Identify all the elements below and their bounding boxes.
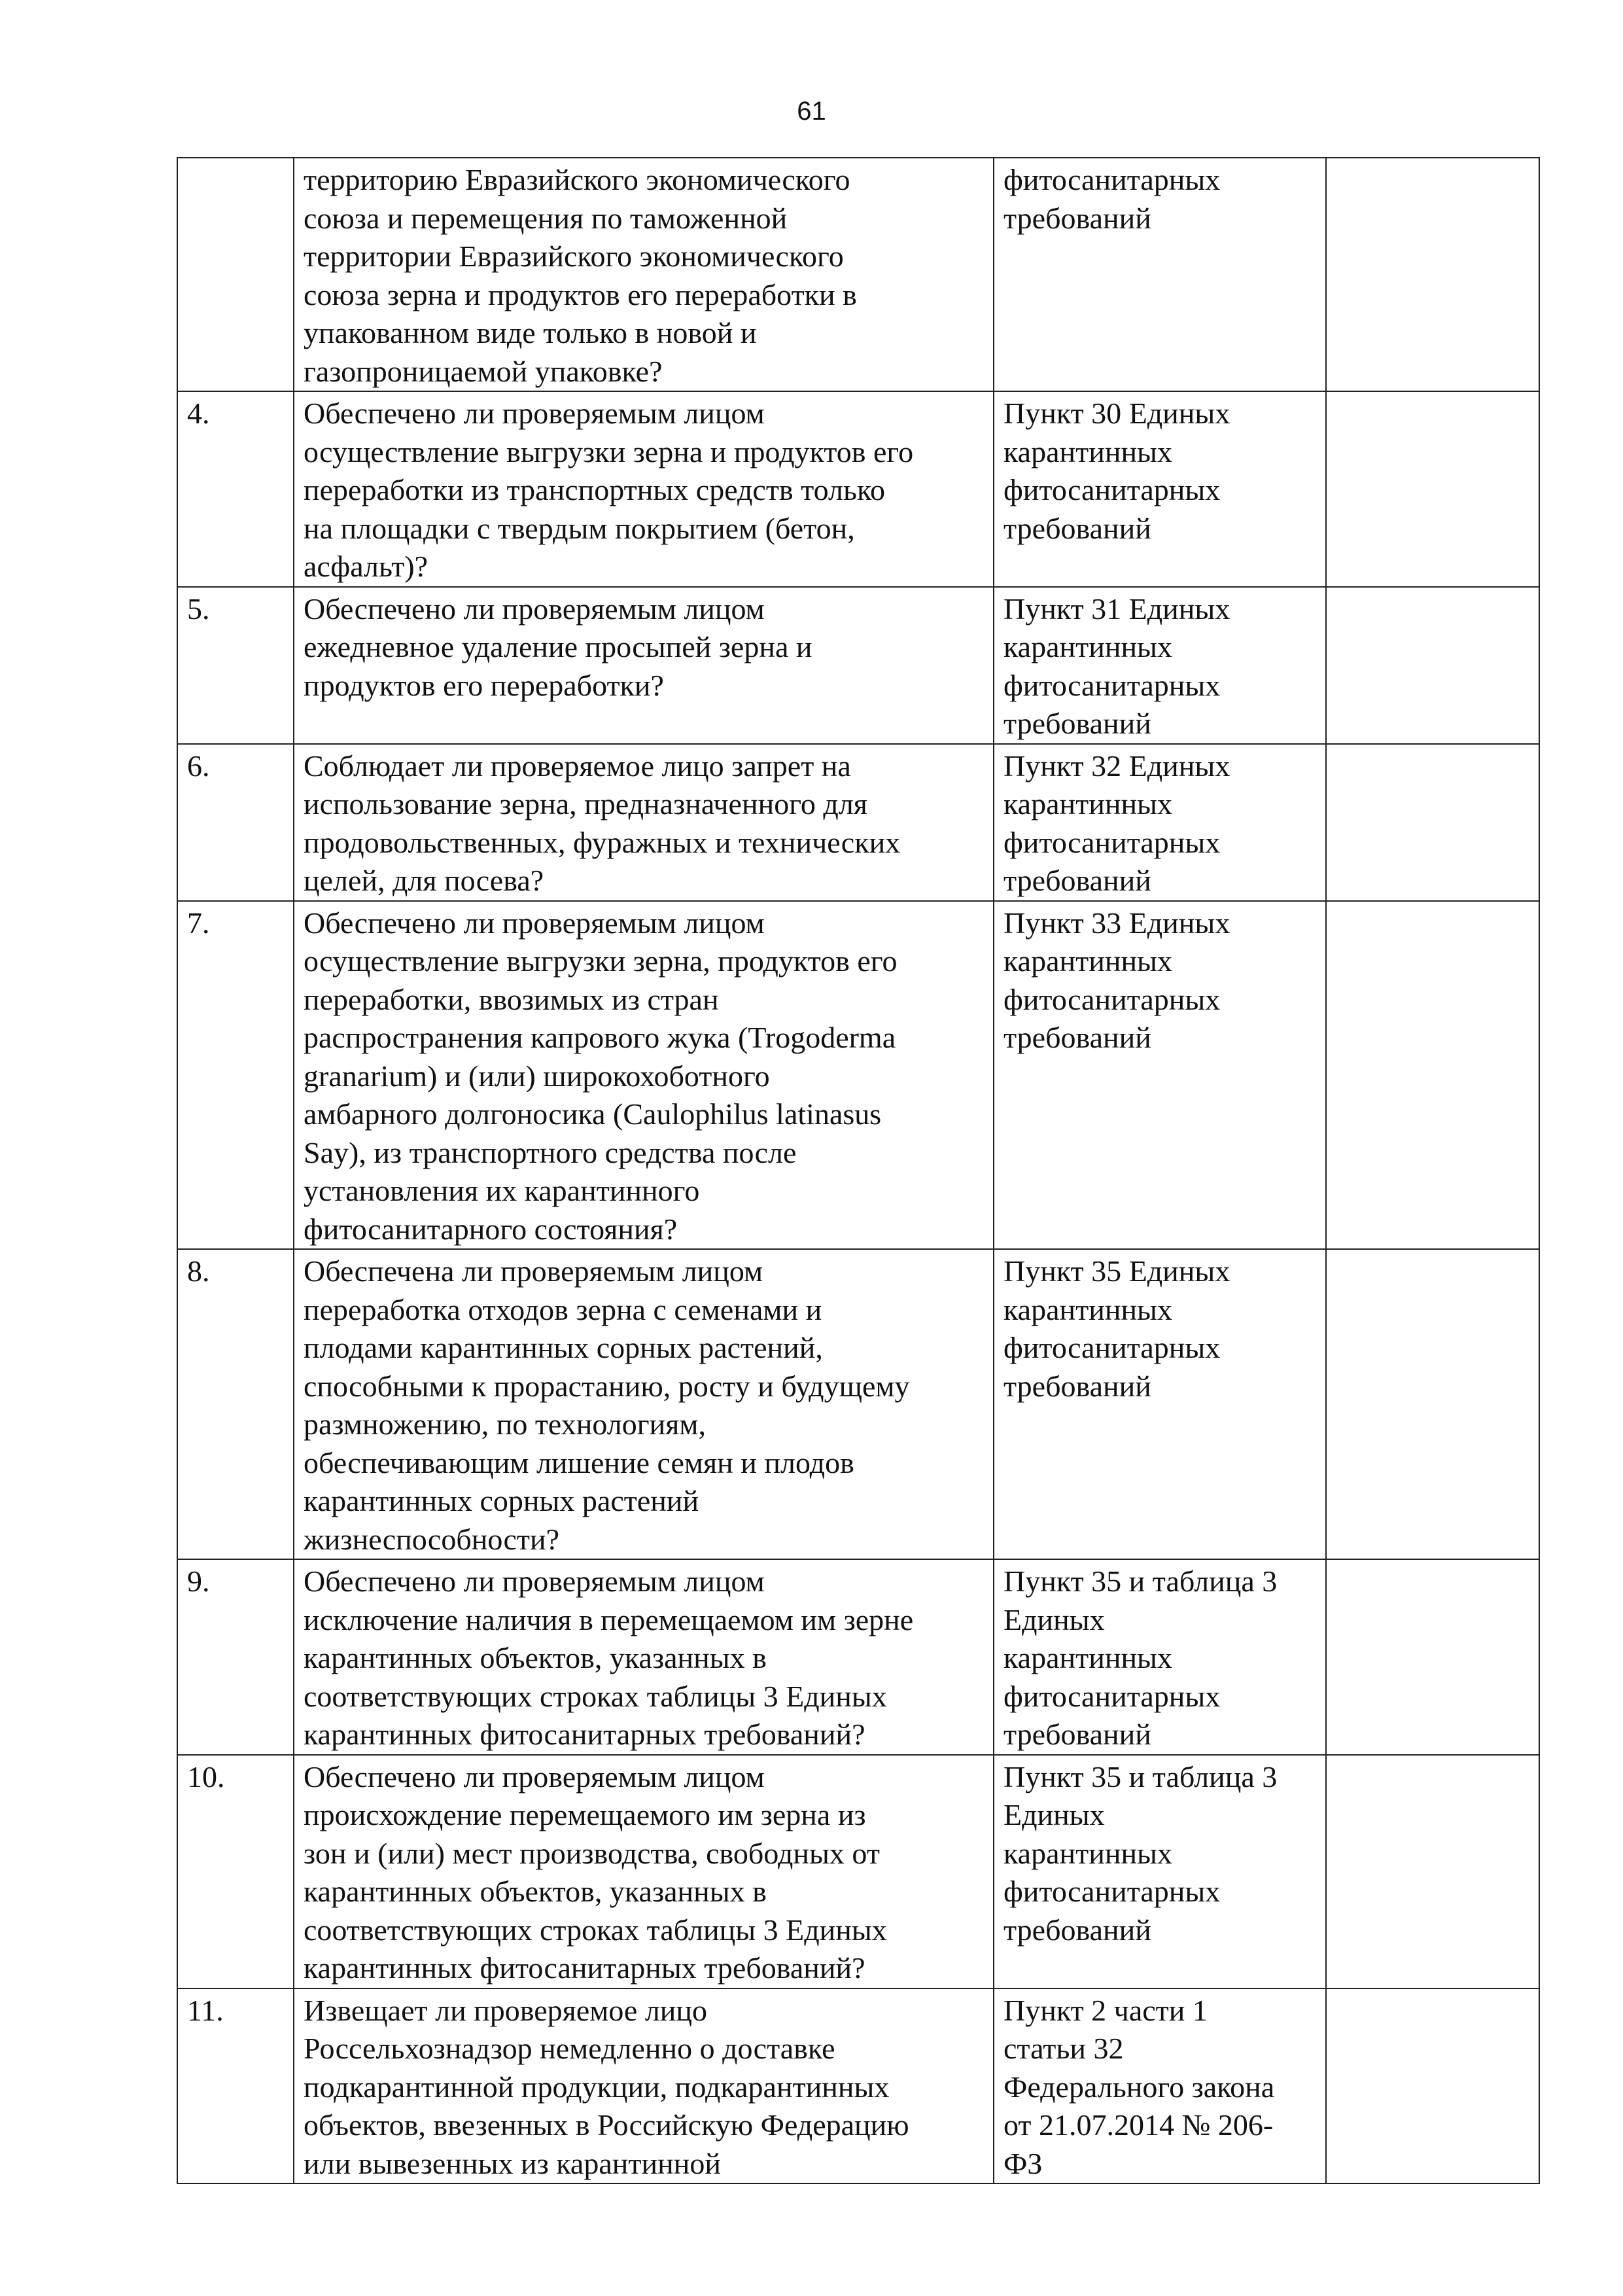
question-line: карантинных сорных растений <box>304 1484 699 1517</box>
reference-line: Пункт 31 Единых <box>1003 592 1230 626</box>
reference-line: карантинных <box>1003 1292 1172 1326</box>
question-line: granarium) и (или) широкохоботного <box>304 1059 770 1093</box>
reference-line: Пункт 33 Единых <box>1003 906 1230 940</box>
question-line: плодами карантинных сорных растений, <box>304 1331 823 1364</box>
row-number: 10. <box>177 1755 294 1988</box>
reference-line: ФЗ <box>1003 2146 1043 2180</box>
answer-cell <box>1326 1249 1539 1559</box>
question-line: территории Евразийского экономического <box>304 239 844 273</box>
reference-line: карантинных <box>1003 1641 1172 1674</box>
answer-cell <box>1326 391 1539 587</box>
question-line: Обеспечено ли проверяемым лицом <box>304 1564 765 1598</box>
row-number: 6. <box>177 744 294 901</box>
question-line: осуществление выгрузки зерна, продуктов его <box>304 944 898 978</box>
question-line: размножению, по технологиям, <box>304 1407 706 1441</box>
answer-cell <box>1326 744 1539 901</box>
question-line: амбарного долгоносика (Caulophilus latinasus <box>304 1097 882 1131</box>
question-line: соответствующих строках таблицы 3 Единых <box>304 1913 887 1947</box>
question-line: продуктов его переработки? <box>304 668 664 702</box>
question-line: фитосанитарного состояния? <box>304 1212 678 1246</box>
table-row <box>177 1988 1539 2184</box>
question-line: Обеспечено ли проверяемым лицом <box>304 397 765 430</box>
question-line: осуществление выгрузки зерна и продуктов его <box>304 434 914 468</box>
question-line: Обеспечено ли проверяемым лицом <box>304 906 765 940</box>
table-row <box>177 587 1539 744</box>
reference-cell <box>994 158 1326 391</box>
question-line: переработки из транспортных средств только <box>304 473 885 506</box>
answer-cell <box>1326 587 1539 744</box>
reference-line: Единых <box>1003 1602 1105 1636</box>
question-line: или вывезенных из карантинной <box>304 2146 721 2180</box>
question-cell <box>294 744 994 901</box>
row-number: 5. <box>177 587 294 744</box>
reference-line: фитосанитарных <box>1003 825 1221 859</box>
row-number: 8. <box>177 1249 294 1559</box>
question-line: обеспечивающим лишение семян и плодов <box>304 1445 854 1479</box>
table-row <box>177 1559 1539 1755</box>
reference-line: карантинных <box>1003 944 1172 978</box>
question-line: союза и перемещения по таможенной <box>304 201 788 235</box>
question-line: распространения капрового жука (Trogoderma <box>304 1021 896 1054</box>
question-line: союза зерна и продуктов его переработки в <box>304 277 857 311</box>
reference-line: фитосанитарных <box>1003 163 1221 196</box>
question-line: карантинных фитосанитарных требований? <box>304 1951 865 1985</box>
reference-cell <box>994 587 1326 744</box>
checklist-table <box>177 157 1540 2184</box>
reference-cell <box>994 1988 1326 2184</box>
question-line: Обеспечено ли проверяемым лицом <box>304 1759 765 1793</box>
reference-line: Пункт 2 части 1 <box>1003 1993 1208 2027</box>
question-cell <box>294 1988 994 2184</box>
reference-cell <box>994 1249 1326 1559</box>
reference-cell <box>994 1559 1326 1755</box>
reference-line: карантинных <box>1003 434 1172 468</box>
question-line: карантинных объектов, указанных в <box>304 1875 767 1908</box>
answer-cell <box>1326 1559 1539 1755</box>
question-line: карантинных фитосанитарных требований? <box>304 1718 865 1751</box>
question-line: Обеспечено ли проверяемым лицом <box>304 592 765 626</box>
question-line: территорию Евразийского экономического <box>304 163 850 196</box>
question-line: ежедневное удаление просыпей зерна и <box>304 630 812 663</box>
reference-line: Пункт 30 Единых <box>1003 397 1230 430</box>
row-number: 7. <box>177 901 294 1250</box>
question-line: Извещает ли проверяемое лицо <box>304 1993 708 2027</box>
question-line: Соблюдает ли проверяемое лицо запрет на <box>304 749 851 783</box>
reference-line: фитосанитарных <box>1003 982 1221 1016</box>
table-row <box>177 744 1539 901</box>
question-line: Обеспечена ли проверяемым лицом <box>304 1254 763 1288</box>
reference-line: карантинных <box>1003 1836 1172 1870</box>
reference-line: требований <box>1003 1021 1151 1054</box>
question-line: объектов, ввезенных в Российскую Федерацию <box>304 2108 909 2142</box>
question-cell <box>294 587 994 744</box>
question-line: зон и (или) мест производства, свободных от <box>304 1836 880 1870</box>
reference-line: требований <box>1003 707 1151 740</box>
reference-line: Пункт 35 и таблица 3 <box>1003 1564 1278 1598</box>
question-line: подкарантинной продукции, подкарантинных <box>304 2070 890 2104</box>
reference-line: Пункт 35 и таблица 3 <box>1003 1759 1278 1793</box>
row-number: 4. <box>177 391 294 587</box>
reference-line: требований <box>1003 864 1151 897</box>
question-cell <box>294 158 994 391</box>
reference-line: требований <box>1003 201 1151 235</box>
reference-line: Пункт 32 Единых <box>1003 749 1230 783</box>
question-line: целей, для посева? <box>304 864 544 897</box>
question-line: использование зерна, предназначенного для <box>304 787 867 821</box>
reference-line: требований <box>1003 1718 1151 1751</box>
reference-line: Пункт 35 Единых <box>1003 1254 1230 1288</box>
reference-line: Единых <box>1003 1798 1105 1831</box>
question-line: переработки, ввозимых из стран <box>304 982 719 1016</box>
row-number: 11. <box>177 1988 294 2184</box>
answer-cell <box>1326 1988 1539 2184</box>
table-row <box>177 1249 1539 1559</box>
answer-cell <box>1326 158 1539 391</box>
reference-line: Федерального закона <box>1003 2070 1275 2104</box>
reference-line: требований <box>1003 511 1151 545</box>
reference-cell <box>994 1755 1326 1988</box>
question-line: происхождение перемещаемого им зерна из <box>304 1798 866 1831</box>
question-line: установления их карантинного <box>304 1174 700 1207</box>
reference-line: от 21.07.2014 № 206- <box>1003 2108 1274 2142</box>
reference-line: фитосанитарных <box>1003 1875 1221 1908</box>
question-line: переработка отходов зерна с семенами и <box>304 1292 822 1326</box>
reference-line: карантинных <box>1003 787 1172 821</box>
question-line: способными к прорастанию, росту и будущему <box>304 1369 910 1403</box>
reference-line: фитосанитарных <box>1003 473 1221 506</box>
reference-cell <box>994 744 1326 901</box>
reference-line: карантинных <box>1003 630 1172 663</box>
question-line: карантинных объектов, указанных в <box>304 1641 767 1674</box>
question-cell <box>294 1249 994 1559</box>
question-cell <box>294 1559 994 1755</box>
reference-line: фитосанитарных <box>1003 668 1221 702</box>
question-line: Россельхознадзор немедленно о доставке <box>304 2032 835 2065</box>
reference-line: требований <box>1003 1913 1151 1947</box>
table-row <box>177 1755 1539 1988</box>
question-line: соответствующих строках таблицы 3 Единых <box>304 1679 887 1713</box>
reference-line: требований <box>1003 1369 1151 1403</box>
table-row <box>177 158 1539 391</box>
question-line: на площадки с твердым покрытием (бетон, <box>304 511 855 545</box>
row-number <box>177 158 294 391</box>
answer-cell <box>1326 901 1539 1250</box>
question-line: Say), из транспортного средства после <box>304 1135 797 1169</box>
question-line: жизнеспособности? <box>304 1522 560 1556</box>
answer-cell <box>1326 1755 1539 1988</box>
question-cell <box>294 901 994 1250</box>
question-cell <box>294 391 994 587</box>
question-line: газопроницаемой упаковке? <box>304 354 663 388</box>
reference-cell <box>994 391 1326 587</box>
page-number: 61 <box>797 97 826 126</box>
reference-line: фитосанитарных <box>1003 1331 1221 1364</box>
question-line: исключение наличия в перемещаемом им зерне <box>304 1602 914 1636</box>
reference-line: статьи 32 <box>1003 2032 1124 2065</box>
question-line: продовольственных, фуражных и технических <box>304 825 901 859</box>
row-number: 9. <box>177 1559 294 1755</box>
question-cell <box>294 1755 994 1988</box>
question-line: асфальт)? <box>304 550 428 583</box>
table-row <box>177 901 1539 1250</box>
question-line: упакованном виде только в новой и <box>304 316 757 349</box>
reference-cell <box>994 901 1326 1250</box>
table-row <box>177 391 1539 587</box>
reference-line: фитосанитарных <box>1003 1679 1221 1713</box>
